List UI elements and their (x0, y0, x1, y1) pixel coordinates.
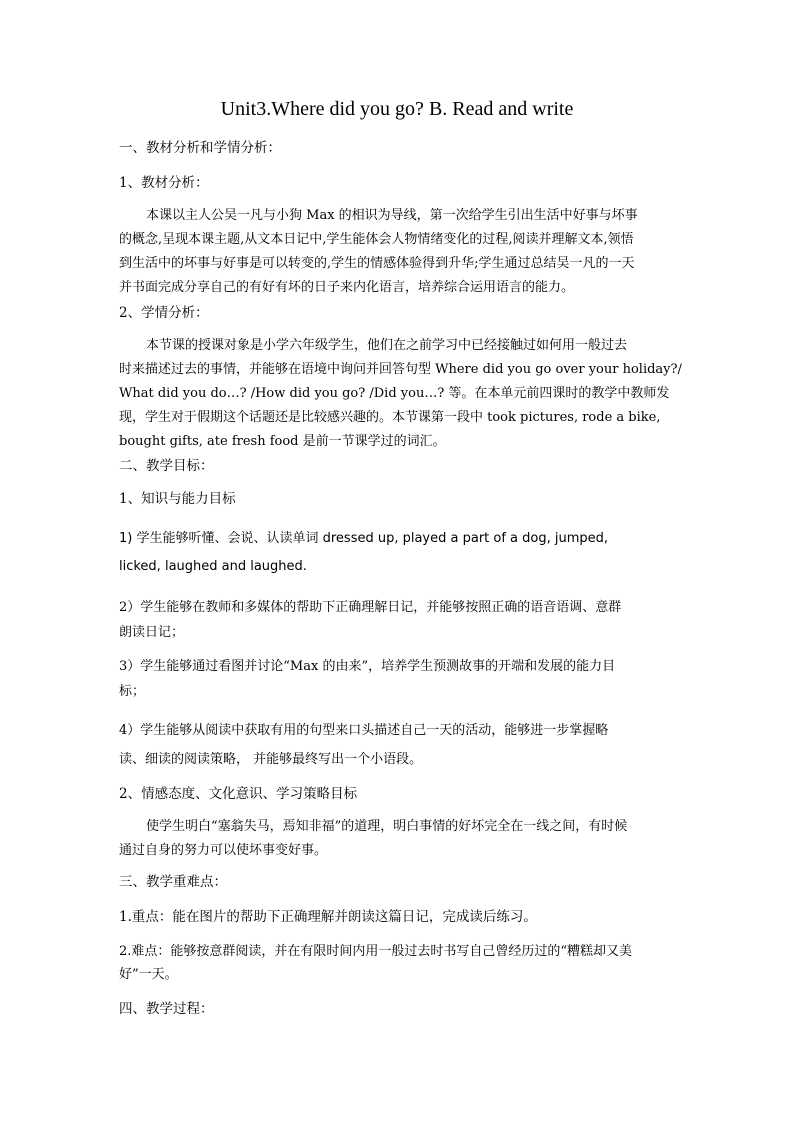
paragraph-line: 的概念,呈现本课主题,从文本日记中,学生能体会人物情绪变化的过程,阅读并理解文本,领悟 (119, 232, 634, 247)
textbook-analysis-heading: 1、教材分析： (119, 175, 209, 191)
paragraph-line: 好”一天。 (119, 967, 178, 982)
paragraph-line: 并书面完成分享自己的有好有坏的日子来内化语言，培养综合运用语言的能力。 (119, 280, 575, 295)
objective-line: 1) 学生能够听懂、会说、认读单词 dressed up, played a part of a dog, jumped, (119, 531, 609, 546)
knowledge-goals-heading: 1、知识与能力目标 (119, 491, 236, 507)
objective-1 (119, 525, 679, 581)
attitude-goals-paragraph (119, 815, 679, 863)
paragraph-line: 时来描述过去的事情，并能够在语境中询问并回答句型 Where did you go over your holiday?/ (119, 362, 682, 377)
section-2-heading: 二、教学目标： (119, 458, 214, 474)
paragraph-line: What did you do…? /How did you go? /Did you…? 等。在本单元前四课时的教学中教师发 (119, 386, 670, 401)
textbook-analysis-paragraph (119, 204, 679, 300)
paragraph-line: 2.难点：能够按意群阅读，并在有限时间内用一般过去时书写自己曾经历过的“糟糕却又美 (119, 944, 633, 959)
paragraph-line: 本课以主人公吴一凡与小狗 Max 的相识为导线，第一次给学生引出生活中好事与坏事 (146, 208, 638, 223)
objective-line: 2）学生能够在教师和多媒体的帮助下正确理解日记，并能够按照正确的语音语调、意群 (119, 600, 622, 615)
key-point: 1.重点：能在图片的帮助下正确理解并朗读这篇日记，完成读后练习。 (119, 909, 537, 925)
objective-line: 标； (119, 684, 146, 699)
section-4-heading: 四、教学过程： (119, 1001, 214, 1017)
learner-analysis-heading: 2、学情分析： (119, 305, 209, 321)
section-3-heading: 三、教学重难点： (119, 874, 227, 890)
objective-4 (119, 716, 679, 774)
paragraph-line: 到生活中的坏事与好事是可以转变的,学生的情感体验得到升华;学生通过总结吴一凡的一天 (119, 256, 635, 271)
section-1-heading: 一、教材分析和学情分析： (119, 140, 281, 156)
objective-3 (119, 654, 679, 704)
paragraph-line: 本节课的授课对象是小学六年级学生，他们在之前学习中已经接触过如何用一般过去 (146, 338, 628, 353)
difficult-point (119, 940, 679, 986)
objective-line: licked, laughed and laughed. (119, 559, 307, 574)
paragraph-line: 使学生明白“塞翁失马，焉知非福”的道理，明白事情的好坏完全在一线之间，有时候 (146, 819, 628, 834)
paragraph-line: bought gifts, ate fresh food 是前一节课学过的词汇。 (119, 434, 446, 449)
paragraph-line: 现，学生对于假期这个话题还是比较感兴趣的。本节课第一段中 took pictures, rode a bike, (119, 410, 661, 425)
objective-line: 4）学生能够从阅读中获取有用的句型来口头描述自己一天的活动，能够进一步掌握略 (119, 723, 609, 738)
objective-line: 3）学生能够通过看图并讨论“Max 的由来”，培养学生预测故事的开端和发展的能力目 (119, 659, 616, 674)
objective-line: 朗读日记； (119, 625, 185, 640)
attitude-goals-heading: 2、情感态度、文化意识、学习策略目标 (119, 786, 358, 802)
objective-2 (119, 595, 679, 645)
objective-line: 读、细读的阅读策略， 并能够最终写出一个小语段。 (119, 752, 423, 767)
paragraph-line: 通过自身的努力可以使坏事变好事。 (119, 843, 328, 858)
page-title: Unit3.Where did you go? B. Read and write (220, 98, 574, 120)
learner-analysis-paragraph (119, 334, 682, 454)
